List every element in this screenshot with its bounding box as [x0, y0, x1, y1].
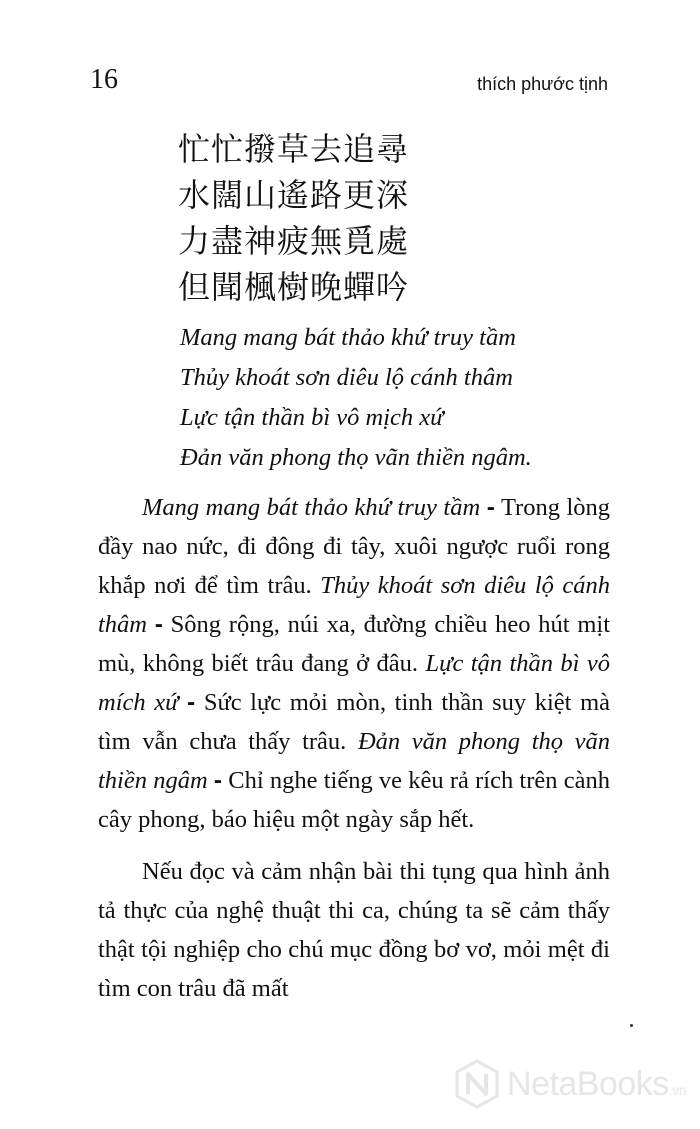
quoted-verse: Lực tận thần bì vô mích xứ — [98, 650, 611, 716]
dash: - — [154, 611, 163, 638]
viet-poem-line: Mang mang bát thảo khứ truy tầm — [180, 324, 516, 351]
han-poem-line: 但聞楓樹晚蟬吟 — [178, 268, 410, 306]
second-paragraph: Nếu đọc và cảm nhận bài thi tụng qua hình ảnh tả thực của nghệ thuật thi ca, chúng ta sẽ cảm thấy thật tội nghiệp cho chú mục đồng bơ vơ, mỏi mệt đi tìm con trâu đã mất — [98, 858, 610, 1002]
netabooks-logo-icon — [455, 1059, 499, 1109]
commentary-text: Sức lực mỏi mòn, tinh thần suy kiệt mà tìm vẫn chưa thấy trâu. — [98, 689, 611, 755]
commentary-paragraph — [98, 488, 610, 839]
body-text — [98, 488, 610, 1008]
quoted-verse: Đản văn phong thọ vãn thiền ngâm — [98, 728, 611, 794]
dash: - — [213, 767, 223, 794]
commentary-text: Trong lòng đầy nao nức, đi đông đi tây, xuôi ngược ruổi rong khắp nơi để tìm trâu. — [98, 494, 611, 599]
viet-poem-line: Thủy khoát sơn diêu lộ cánh thâm — [180, 364, 513, 391]
running-head: thích phước tịnh — [477, 74, 608, 94]
viet-poem-line: Lực tận thần bì vô mịch xứ — [180, 404, 444, 431]
dash: - — [187, 689, 196, 716]
watermark-text — [507, 1065, 686, 1104]
quoted-verse: Thủy khoát sơn diêu lộ cánh thâm — [98, 572, 611, 638]
han-poem-line: 力盡神疲無覓處 — [178, 222, 410, 260]
commentary-text: Sông rộng, núi xa, đường chiều heo hút mịt mù, không biết trâu đang ở đâu. — [98, 611, 611, 677]
han-poem — [178, 126, 478, 310]
watermark-suffix: .vn — [668, 1081, 686, 1098]
watermark-brand: NetaBooks — [506, 1064, 669, 1103]
quoted-verse: Mang mang bát thảo khứ truy tầm — [142, 494, 481, 521]
watermark — [455, 1059, 686, 1109]
ink-speck — [630, 1024, 633, 1027]
viet-poem-line: Đản văn phong thọ vãn thiền ngâm. — [180, 444, 532, 471]
dash: - — [486, 494, 495, 521]
viet-poem — [180, 318, 620, 478]
han-poem-line: 水闊山遙路更深 — [178, 176, 410, 214]
page-number: 16 — [90, 64, 118, 95]
commentary-text: Chỉ nghe tiếng ve kêu rả rích trên cành cây phong, báo hiệu một ngày sắp hết. — [98, 767, 610, 833]
han-poem-line: 忙忙撥草去追尋 — [178, 130, 410, 168]
